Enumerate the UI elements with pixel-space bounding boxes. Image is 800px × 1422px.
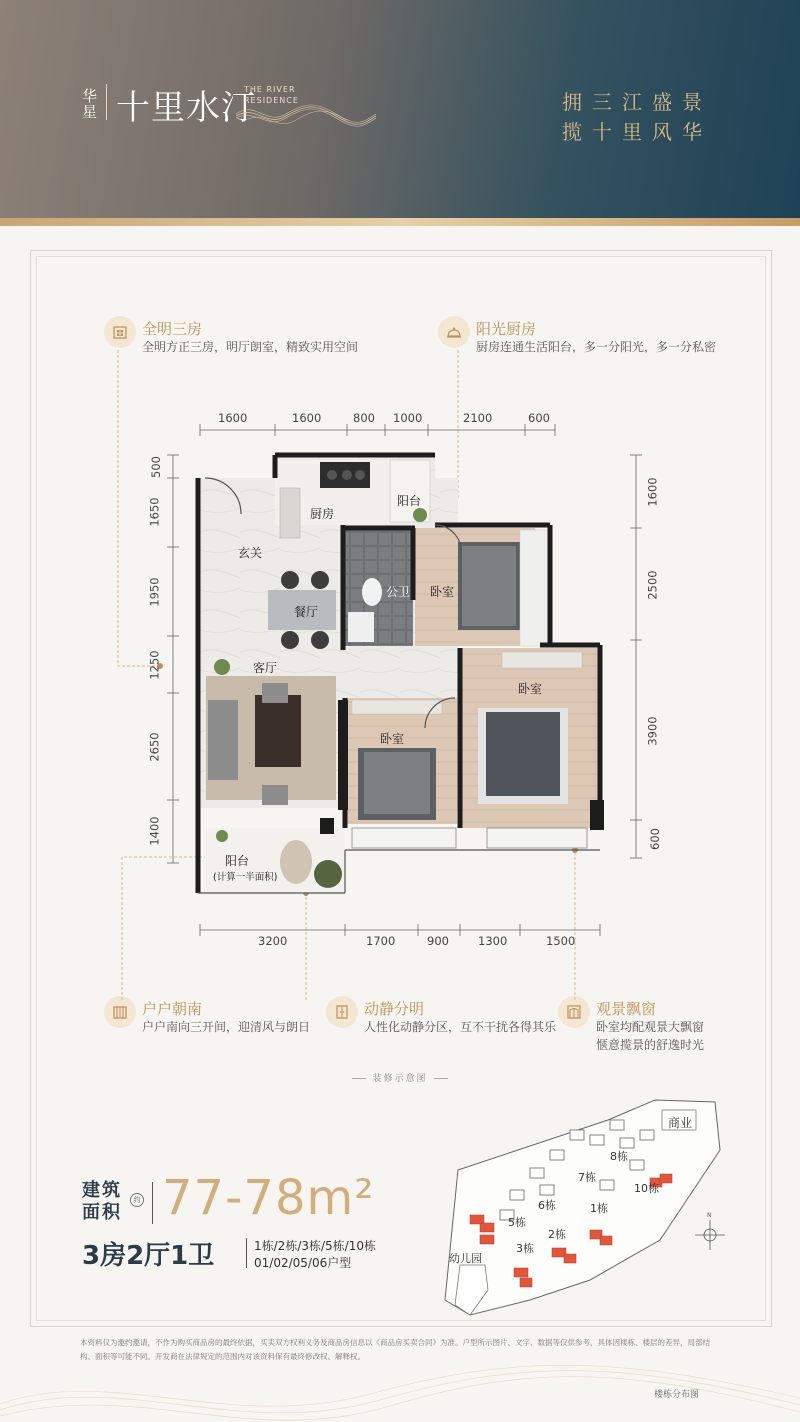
- dim-left-3: 1950: [147, 577, 162, 607]
- feature-title: 动静分明: [364, 1000, 425, 1018]
- feature-desc: 人性化动静分区，互不干扰各得其乐: [364, 1020, 557, 1034]
- building-list: 1栋/2栋/3栋/5栋/10栋: [254, 1239, 376, 1253]
- feature-desc: 全明方正三房，明厅朗室，精致实用空间: [142, 340, 359, 354]
- area-divider: [152, 1182, 153, 1224]
- room-bedroom-2: 卧室: [518, 682, 543, 696]
- dim-top-2: 1600: [292, 411, 322, 425]
- room-bedroom-3: 卧室: [380, 732, 405, 746]
- map-label-6: 6栋: [538, 1199, 556, 1212]
- dim-top-1: 1600: [218, 411, 248, 425]
- dim-left-6: 1400: [147, 816, 162, 846]
- dim-bottom-4: 1300: [478, 934, 508, 948]
- feature-desc-line1: 卧室均配观景大飘窗: [596, 1020, 705, 1034]
- room-entry: 玄关: [238, 546, 263, 560]
- feature-title: 全明三房: [142, 320, 203, 338]
- room-small-balcony: 阳台: [397, 494, 422, 508]
- feature-title: 阳光厨房: [476, 320, 537, 338]
- dim-right-4: 600: [647, 828, 662, 850]
- dim-bottom-1: 3200: [258, 934, 288, 948]
- map-label-2: 2栋: [548, 1228, 566, 1241]
- dim-right-3: 3900: [645, 716, 660, 746]
- map-label-10: 10栋: [634, 1182, 659, 1195]
- map-label-kindergarten: 幼儿园: [449, 1252, 482, 1265]
- dim-bottom-3: 900: [427, 934, 449, 948]
- dim-left-1: 500: [148, 456, 163, 478]
- logo-small-text: 华星: [82, 87, 99, 121]
- layout-type: 3房2厅1卫: [82, 1241, 215, 1271]
- logo-title: 十里水汀: [116, 88, 256, 128]
- room-living: 客厅: [253, 661, 278, 675]
- decoration-note: [0, 1071, 800, 1084]
- map-label-5: 5栋: [508, 1216, 526, 1229]
- layout-divider: [246, 1238, 247, 1268]
- room-dining: 餐厅: [294, 605, 319, 619]
- map-label-7: 7栋: [578, 1171, 596, 1184]
- dim-top-6: 600: [528, 411, 550, 425]
- dim-left-2: 1650: [147, 497, 162, 527]
- dim-top-3: 800: [353, 411, 375, 425]
- map-label-8: 8栋: [610, 1150, 628, 1163]
- area-value: 77-78m²: [162, 1170, 375, 1226]
- area-label-line2: 面积: [82, 1202, 122, 1223]
- dim-top-5: 2100: [463, 411, 493, 425]
- area-label: [82, 1180, 122, 1224]
- dim-bottom-2: 1700: [366, 934, 396, 948]
- area-label-line1: 建筑: [82, 1180, 122, 1201]
- logo-en-line2: RESIDENCE: [244, 96, 299, 105]
- room-balcony: 阳台: [225, 854, 250, 868]
- dim-right-2: 2500: [645, 570, 660, 600]
- map-label-3: 3栋: [516, 1242, 534, 1255]
- approx-badge: 约: [130, 1193, 144, 1207]
- dim-top-4: 1000: [393, 411, 423, 425]
- footer-wave-decoration: [0, 1310, 800, 1422]
- slogan-line1: 拥三江盛景: [562, 90, 712, 114]
- dim-bottom-5: 1500: [546, 934, 576, 948]
- room-bedroom-1: 卧室: [430, 585, 455, 599]
- feature-desc: 户户南向三开间，迎清风与朗日: [142, 1020, 311, 1034]
- feature-title: 观景飘窗: [596, 1000, 657, 1018]
- feature-desc-line2: 惬意揽景的舒逸时光: [596, 1038, 705, 1052]
- dim-left-5: 2650: [147, 732, 162, 762]
- room-bath: 公卫: [386, 585, 411, 599]
- logo-en-line1: THE RIVER: [244, 85, 296, 94]
- room-kitchen: 厨房: [310, 507, 335, 521]
- map-label-commercial: 商业: [668, 1116, 693, 1130]
- dim-left-4: 1250: [147, 650, 162, 680]
- slogan-line2: 揽十里风华: [562, 120, 712, 144]
- decoration-note-text: 装修示意图: [372, 1074, 428, 1084]
- svg-text:N: N: [707, 1212, 712, 1219]
- room-balcony-note: (计算一半面积): [213, 872, 278, 883]
- legal-disclaimer: 本资料仅为邀约邀请，不作为购买商品房的最终依据，买卖双方权利义务及商品房信息以《商品房买卖合同》为准。户型所示图片、文字、数据等仅供参考，具体因楼栋、楼层的差异，局部结构、面积等可能不同。开发商在法律规定的范围内对该资料保有最终修改权、解释权。: [80, 1338, 710, 1361]
- feature-desc: 厨房连通生活阳台，多一分阳光，多一分私密: [476, 340, 717, 354]
- site-map-caption: 楼栋分布图: [654, 1390, 700, 1400]
- dim-right-1: 1600: [645, 477, 660, 507]
- unit-types: 01/02/05/06户型: [254, 1256, 352, 1270]
- map-label-1: 1栋: [590, 1202, 608, 1215]
- feature-title: 户户朝南: [142, 1000, 203, 1018]
